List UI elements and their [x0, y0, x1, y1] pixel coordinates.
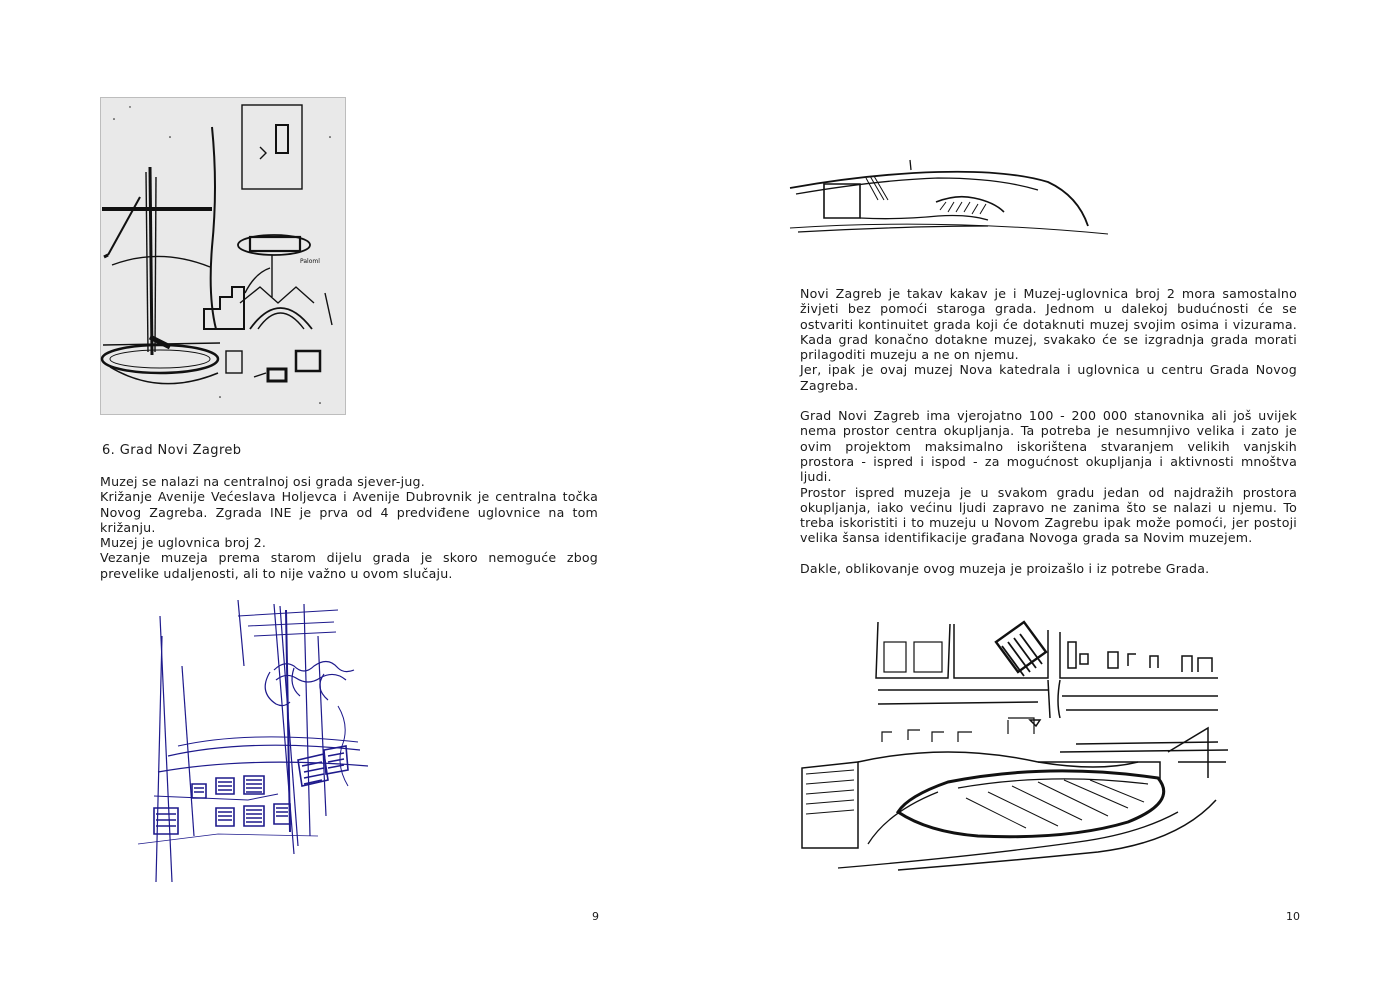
right-page [700, 0, 1400, 990]
paragraph: Novi Zagreb je takav kakav je i Muzej-uglovnica broj 2 mora samostalno živjeti bez pomoći staroga grada. Jednom u dalekoj budućnosti će se ostvariti kontinuitet grada koji će dotaknuti muzej svojim osima i vizurama. Kada grad konačno dotakne muzej, svakako će se izgradnja grada morati prilagoditi muzeju a ne on njemu. [800, 286, 1297, 363]
page-number: 9 [592, 910, 599, 923]
paragraph: Vezanje muzeja prema starom dijelu grada je skoro nemoguće zbog prevelike udaljenosti, ali to nije važno u ovom slučaju. [100, 550, 598, 581]
photocopied-sketch-sheet [100, 97, 346, 415]
right-body-text [800, 286, 1297, 576]
svg-text:Paloml: Paloml [300, 258, 320, 265]
paragraph: Križanje Avenije Većeslava Holjevca i Avenije Dubrovnik je centralna točka Novog Zagreba. Zgrada INE je prva od 4 predviđene uglovnice na tom križanju. [100, 489, 598, 535]
site-plan-perspective-sketch [798, 612, 1228, 874]
paragraph: Muzej se nalazi na centralnoj osi grada sjever-jug. [100, 474, 425, 489]
paragraph: Muzej je uglovnica broj 2. [100, 535, 267, 551]
left-body-text [100, 474, 598, 581]
section-heading: 6. Grad Novi Zagreb [102, 443, 242, 458]
blue-ink-sketch [98, 596, 388, 886]
paragraph: Prostor ispred muzeja je u svakom gradu jedan od najdražih prostora okupljanja, iako većinu ljudi zapravo ne zanima što se nalazi u njemu. To treba iskoristiti i to muzeju u Novom Zagrebu ipak može pomoći, jer postoji velika šansa identifikacije građana Novoga grada sa Novim muzejem. [800, 484, 1297, 546]
section-elevation-sketch [788, 156, 1118, 240]
paragraph: Grad Novi Zagreb ima vjerojatno 100 - 200 000 stanovnika ali još uvijek nema prostor centra okupljanja. Ta potreba je nesumnjivo velika i zato je ovim projektom maksimalno iskorištena stvaranjem velikih vanjskih prostora - ispred i ispod - za mogućnost okupljanja i aktivnosti mnoštva ljudi. [800, 408, 1297, 485]
page-number: 10 [1286, 910, 1300, 923]
paragraph: Jer, ipak je ovaj muzej Nova katedrala i uglovnica u centru Grada Novog Zagreba. [800, 362, 1297, 393]
closing-sentence: Dakle, oblikovanje ovog muzeja je proizašlo i iz potrebe Grada. [800, 560, 1210, 576]
